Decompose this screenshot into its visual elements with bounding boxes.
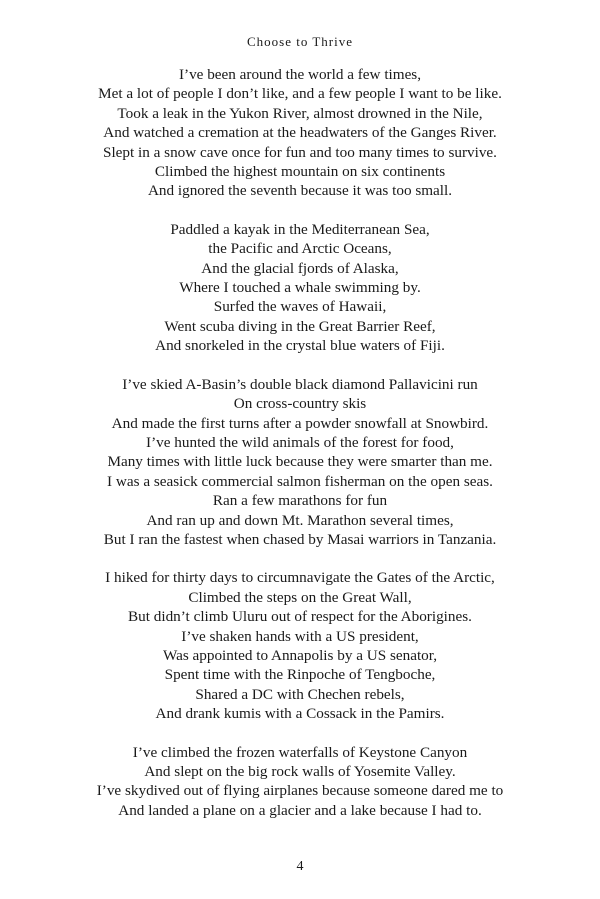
poem-line: But didn’t climb Uluru out of respect for the Aborigines. bbox=[128, 608, 472, 626]
poem-line: Was appointed to Annapolis by a US senator, bbox=[162, 646, 438, 664]
poem-line: And ignored the seventh because it was too small. bbox=[147, 182, 453, 200]
poem-line: On cross-country skis bbox=[233, 395, 367, 413]
poem-line: Where I touched a whale swimming by. bbox=[179, 279, 421, 297]
poem-line: I’ve climbed the frozen waterfalls of Keystone Canyon bbox=[132, 743, 468, 761]
poem-line: the Pacific and Arctic Oceans, bbox=[208, 240, 392, 258]
poem-line: Surfed the waves of Hawaii, bbox=[213, 298, 387, 316]
poem-line: And made the first turns after a powder snowfall at Snowbird. bbox=[111, 414, 489, 432]
poem-body bbox=[0, 65, 600, 839]
poem-line: Many times with little luck because they were smarter than me. bbox=[107, 453, 493, 471]
poem-line: I hiked for thirty days to circumnavigate the Gates of the Arctic, bbox=[105, 569, 495, 587]
poem-line: Shared a DC with Chechen rebels, bbox=[195, 685, 405, 703]
poem-line: But I ran the fastest when chased by Masai warriors in Tanzania. bbox=[103, 530, 497, 548]
poem-line: And slept on the big rock walls of Yosemite Valley. bbox=[144, 763, 456, 780]
poem-line: I’ve hunted the wild animals of the forest for food, bbox=[146, 433, 454, 451]
poem-line: I’ve skydived out of flying airplanes because someone dared me to bbox=[96, 782, 504, 800]
poem-line: Climbed the highest mountain on six continents bbox=[154, 163, 446, 181]
poem-line: And the glacial fjords of Alaska, bbox=[201, 259, 399, 277]
stanza-4 bbox=[0, 568, 600, 723]
stanza-5 bbox=[0, 743, 600, 821]
stanza-3 bbox=[0, 375, 600, 550]
poem-line: I’ve been around the world a few times, bbox=[178, 66, 422, 83]
poem-line: Went scuba diving in the Great Barrier Reef, bbox=[164, 317, 436, 335]
running-header-title: Choose to Thrive bbox=[246, 34, 354, 49]
poem-line: Paddled a kayak in the Mediterranean Sea, bbox=[170, 220, 430, 238]
page-number: 4 bbox=[296, 859, 304, 874]
poem-line: I’ve skied A-Basin’s double black diamond Pallavicini run bbox=[122, 375, 478, 393]
poem-line: I’ve shaken hands with a US president, bbox=[181, 627, 419, 645]
poem-line: And drank kumis with a Cossack in the Pamirs. bbox=[155, 705, 445, 723]
poem-line: And watched a cremation at the headwaters of the Ganges River. bbox=[103, 124, 497, 142]
poem-line: Climbed the steps on the Great Wall, bbox=[188, 588, 412, 606]
poem-line: And snorkeled in the crystal blue waters of Fiji. bbox=[155, 337, 445, 355]
poem-line: Met a lot of people I don’t like, and a few people I want to be like. bbox=[98, 85, 502, 103]
stanza-1 bbox=[0, 65, 600, 201]
poem-line: I was a seasick commercial salmon fisherman on the open seas. bbox=[107, 472, 493, 490]
stanza-2 bbox=[0, 220, 600, 356]
poem-line: Took a leak in the Yukon River, almost drowned in the Nile, bbox=[117, 104, 483, 122]
poem-line: And landed a plane on a glacier and a lake because I had to. bbox=[118, 801, 482, 819]
poem-line: Ran a few marathons for fun bbox=[212, 492, 388, 510]
poem-line: And ran up and down Mt. Marathon several times, bbox=[146, 511, 454, 529]
poem-line: Slept in a snow cave once for fun and too many times to survive. bbox=[103, 143, 497, 161]
poem-line: Spent time with the Rinpoche of Tengboche, bbox=[164, 666, 436, 684]
